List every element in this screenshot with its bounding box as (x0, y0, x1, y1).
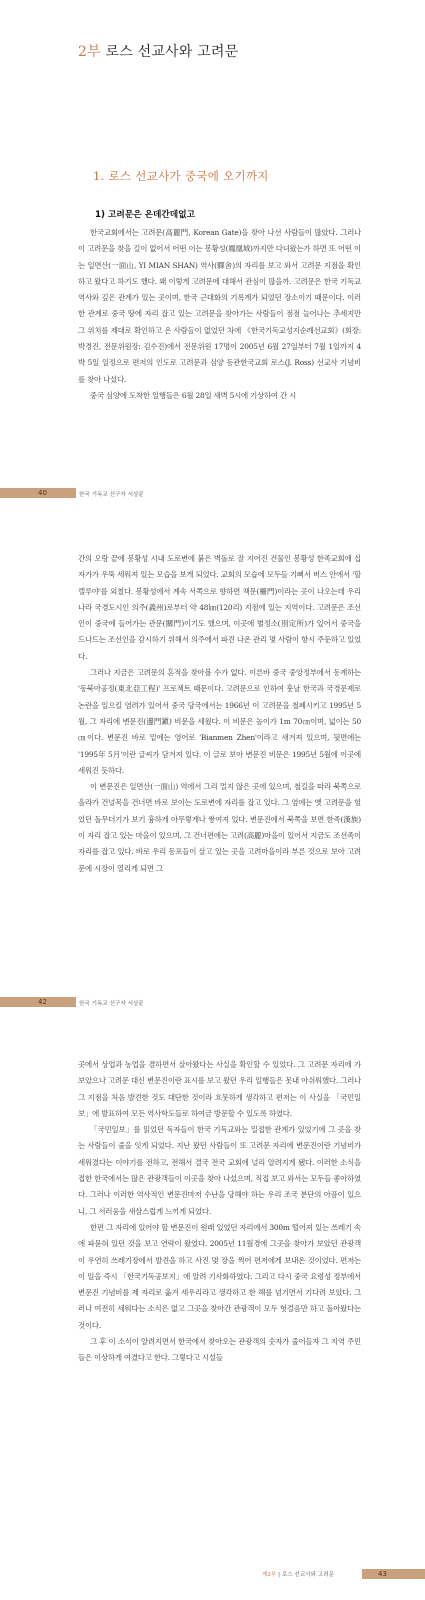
page-42 (0, 530, 425, 1067)
body-text (78, 551, 361, 877)
paragraph: 중국 심양에 도착한 일행들은 6월 28일 새벽 5시에 기상하여 간 시 (90, 390, 297, 400)
running-divider: | (278, 1572, 281, 1578)
part-title-text: 로스 선교사와 고려문 (105, 44, 239, 60)
page-43 (0, 1060, 425, 1600)
paragraph: 간의 오랑 끝에 봉황성 시내 도로변에 붉은 벽돌로 잘 지어진 건물인 봉황성 한족교회에 십자가가 우뚝 세워져 있는 모습을 보게 되었다. 교회의 모습에 모두들 기뻐서 버스 안에서 '할렐루야'를 외쳤다. 봉황성에서 계속 서쪽으로 향하면 책문(柵門)이라는 곳이 나오는데 우리나라 국경도시인 의주(義州)로부터 약 48㎞(120리) 지점에 있는 지역이다. 고려문은 조선인이 중국에 들어가는 관문(關門)이기도 했으며, 이곳에 별정소(別定所)가 있어서 중국을 드나드는 조선인을 감시하기 위해서 의주에서 파견 나온 관리 몇 사람이 항시 주둔하고 있었다. (78, 554, 361, 661)
paragraph: 한국교회에서는 고려문(高麗門, Korean Gate)을 찾아 나선 사람들이 많았다. 그러나 이 고려문을 찾을 길이 없어서 어떤 이는 봉황성(鳳凰城)까지만 다녀왔는가 하면 또 어떤 이는 일면산(一面山, YI MIAN SHAN) 역사(驛舍)의 자리를 보고 와서 고려문 지점을 확인하고 왔다고 하기도 했다. 왜 이렇게 고려문에 대해서 관심이 많을까. 고려문은 한국 기독교역사와 깊은 관계가 있는 곳이며, 한국 근대화의 기록계가 되었던 장소이기 때문이다. 이러한 관계로 중국 땅에 자리 잡고 있는 고려문을 찾아가는 사람들이 점점 늘어나는 추세지만 그 위치를 제대로 확인하고 온 사람들이 없었던 차에 《한국기독교성지순례선교회》(회장: 박경진, 전문위원장: 김수진)에서 전문위원 17명이 2005년 6월 27일부터 7월 1일까지 4박 5일 일정으로 편저의 인도로 고려문과 심양 동관한국교회 로스(J. Ross) 선교사 기념비를 찾아 나섰다. (78, 228, 361, 384)
paragraph: 이 변문진은 일면산(一面山) 역에서 그리 멀지 않은 곳에 있으며, 철길을 따라 북쪽으로 올라가 건널목을 건너면 바로 보이는 도로변에 자리를 잡고 있다. 그 옆에는 옛 고려문을 헐었던 돌무더기가 보기 흉하게 아무렇게나 쌓여져 있다. 변문진에서 북쪽을 보면 한족(漢族)이 자리 잡고 있는 마을이 있으며, 그 건너편에는 고려(高麗)마을이 있어서 지금도 조선족이 자리를 잡고 있다. 바로 우리 동포들이 살고 있는 곳을 고려마을이라 부른 것으로 보아 고려문에 시장이 열리게 되면 그 (78, 782, 361, 873)
running-chapter: 로스 선교사와 고려문 (281, 1572, 335, 1578)
part-number: 2부 (78, 44, 101, 60)
running-title: 한국 기독교 선구자 서상륜 (79, 1001, 144, 1007)
page-number: 42 (38, 998, 47, 1006)
paragraph: 곳에서 상업과 농업을 겸하면서 살아왔다는 사실을 확인할 수 있었다. 그 고려문 자리에 가보았으나 고려문 대신 변문진이란 표시를 보고 왔던 우리 일행들은 못내 아쉬워했다. 그러나 그 지점을 처음 발견한 것도 대단한 것이라 흐뭇하게 생각하고 편저는 이 사실을 「국민일보」에 발표하여 모든 역사학도들로 하여금 방문할 수 있도록 하였다. (78, 1060, 361, 1118)
paragraph: 「국민일보」를 읽었던 독자들이 한국 기독교와는 밀접한 관계가 있었기에 그 곳을 찾는 사람들이 줄을 잇게 되었다. 지난 왔던 사람들이 또 고려문 자리에 변문진이란 기념비가 세워졌다는 이야기를 전하고, 전해서 결국 전국 교회에 널리 알려지게 됐다. 이러한 소식을 접한 한국에서는 많은 관광객들이 이곳을 찾아 나섰으며, 직접 보고 와서는 모두들 좋아하였다. 그러나 이러한 역사적인 변문진마저 수난을 당해야 하는 우리 조국 분단의 아픔이 있으니, 그 서러움을 새삼스럽게 느끼게 되었다. (78, 1125, 361, 1216)
subsection-title: 1) 고려문은 온데간데없고 (95, 210, 195, 220)
footer-bar (362, 1569, 425, 1579)
running-part: 제2부 (262, 1572, 277, 1578)
page-number: 43 (378, 1570, 387, 1578)
section-title: 1. 로스 선교사가 중국에 오기까지 (93, 169, 269, 183)
page-number: 40 (38, 489, 47, 497)
paragraph: 한편 그 자리에 있어야 할 변문진이 원래 있었던 자리에서 300m 떨어져 있는 쓰레기 속에 파묻혀 있던 것을 보고 연락이 왔었다. 2005년 11월경에 그곳을 찾아가 보았던 관광객이 우연히 쓰레기장에서 발견을 하고 사진 몇 장을 찍어 편저에게 보내온 것이었다. 편저는 이 일을 즉시 「한국기독공보지」에 알려 기사화하였다. 그리고 다시 중국 요령성 정부에서 변문진 기념비를 제 자리로 옮겨 세우리라고 생각하고 한 해를 넘기면서 기다려 보았다. 그러나 여전히 세워다는 소식은 없고 그곳을 찾아간 관광객이 모두 헛걸음만 하고 돌아왔다는 것이다. (78, 1222, 361, 1330)
page-40 (0, 0, 425, 530)
running-title (262, 1570, 334, 1578)
part-title (78, 41, 238, 61)
paragraph: 그 후 이 소식이 알려지면서 한국에서 찾아오는 관광객의 숫자가 줄어들자 그 지역 주민들은 이상하게 여겼다고 한다. 그렇다고 시설들 (78, 1337, 361, 1363)
body-text (78, 1057, 361, 1367)
paragraph: 그러나 지금은 고려문의 흔적을 찾아볼 수가 없다. 이른바 중국 중앙정부에서 동계하는 '동북아공정(東北亞工程)' 프로젝트 때문이다. 고려문으로 인하여 훗날 한국과 국경문제로 논란을 일으킬 염려가 있어서 중국 당국에서는 1966년 이 고려문을 철폐시키고 1995년 5월, 그 자리에 변문진(邊門鎭) 비문을 세웠다. 이 비문은 높이가 1m 70㎝이며, 넓이는 50㎝이다. 변문진 바로 밑에는 영어로 'Bianmen Zhen'이라고 새겨져 있으며, 뒷면에는 '1995年 5月'이란 글씨가 담겨져 있다. 이 글로 보아 변문진 비문은 1995년 5월에 이곳에 세워진 듯하다. (78, 668, 361, 775)
running-title: 한국 기독교 선구자 서상륜 (79, 492, 144, 498)
body-text (78, 225, 361, 404)
